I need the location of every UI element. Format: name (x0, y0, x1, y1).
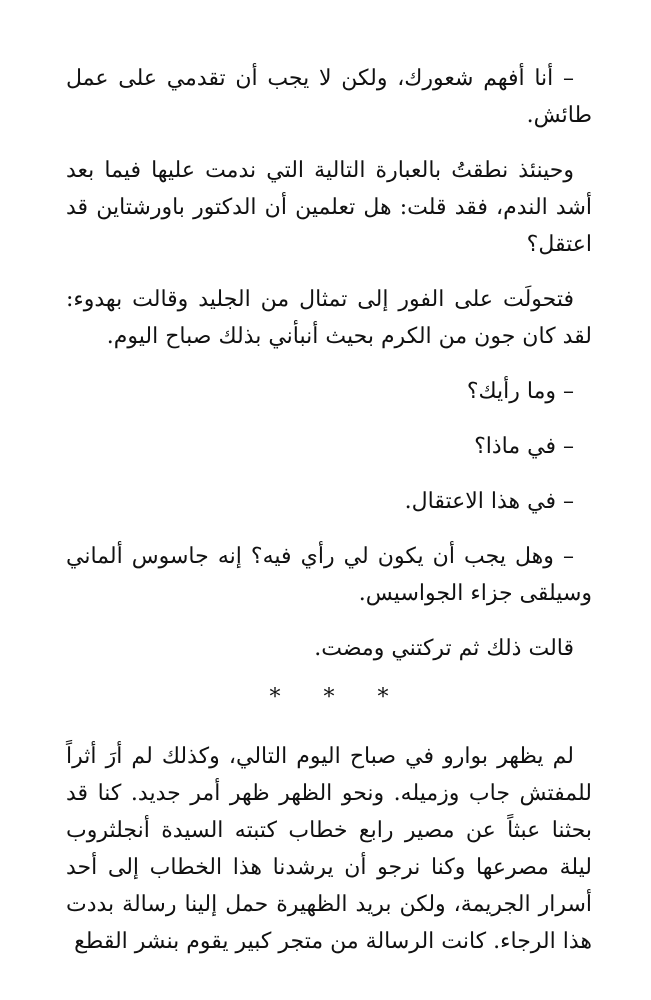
dialogue-paragraph-2: – وما رأيك؟ (466, 379, 574, 404)
dialogue-paragraph-5: – وهل يجب أن يكون لي رأي فيه؟ إنه جاسوس ألماني وسيلقى جزاء الجواسيس. (66, 544, 592, 606)
narrative-paragraph-1: وحينئذ نطقتُ بالعبارة التالية التي ندمت عليها فيما بعد أشد الندم، فقد قلت: هل تعلمين أن الدكتور باورشتاين قد اعتقل؟ (66, 158, 592, 257)
dialogue-paragraph-3: – في ماذا؟ (474, 434, 574, 459)
narrative-paragraph-2: فتحولَت على الفور إلى تمثال من الجليد وقالت بهدوء: لقد كان جون من الكرم بحيث أنبأني بذلك صباح اليوم. (66, 287, 592, 349)
narrative-paragraph-3: قالت ذلك ثم تركتني ومضت. (314, 636, 574, 661)
narrative-paragraph-4: لم يظهر بوارو في صباح اليوم التالي، وكذلك لم أرَ أثراً للمفتش جاب وزميله. ونحو الظهر ظهر أمر جديد. كنا قد بحثنا عبثاً عن مصير رابع خطاب كتبته السيدة أنجلثروب ليلة مصرعها وكنا نرجو أن يرشدنا هذا الخطاب إلى أحد أسرار الجريمة، ولكن بريد الظهيرة حمل إلينا رسالة بددت هذا الرجاء. كانت الرسالة من متجر كبير يقوم بنشر القطع (66, 744, 592, 954)
dialogue-paragraph-4: – في هذا الاعتقال. (404, 489, 574, 514)
section-separator: * * * (269, 685, 407, 710)
book-page (66, 60, 592, 978)
dialogue-paragraph-1: – أنا أفهم شعورك، ولكن لا يجب أن تقدمي على عمل طائش. (66, 66, 592, 128)
